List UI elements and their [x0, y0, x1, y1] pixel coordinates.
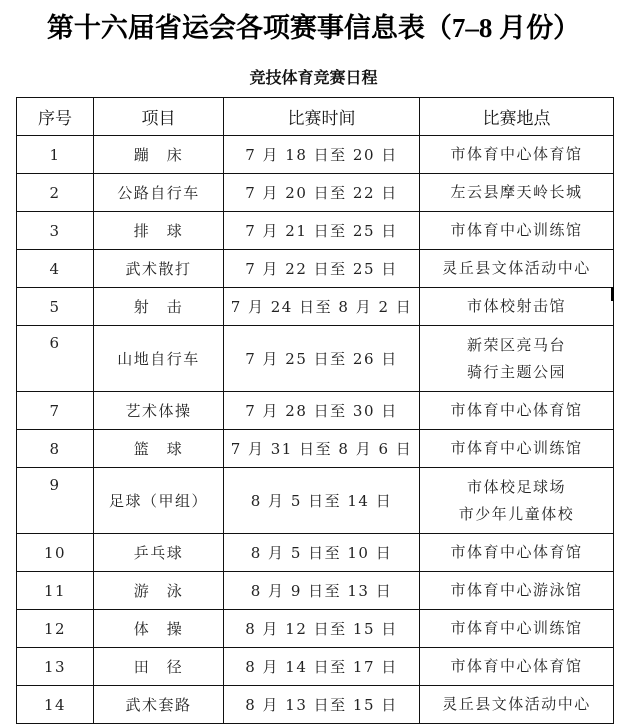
cell-date: 7 月 28 日至 30 日: [224, 392, 420, 430]
venue-line: 市少年儿童体校: [458, 504, 575, 523]
cell-date: 8 月 13 日至 15 日: [224, 686, 420, 724]
competition-schedule-table: [16, 97, 614, 724]
table-row: [17, 288, 614, 326]
venue-line: 市体育中心体育馆: [450, 401, 583, 419]
cell-number: 9: [17, 468, 94, 534]
cell-date: 7 月 24 日至 8 月 2 日: [224, 288, 420, 326]
cell-date: 7 月 25 日至 26 日: [224, 326, 420, 392]
cell-number: 13: [17, 648, 94, 686]
venue-line: 市体育中心训练馆: [450, 619, 583, 637]
venue-line: 市体校射击馆: [466, 297, 566, 315]
cell-venue: [420, 430, 614, 468]
header-venue: 比赛地点: [420, 98, 614, 136]
cell-number: 2: [17, 174, 94, 212]
table-row: [17, 136, 614, 174]
table-body: [17, 136, 614, 724]
table-row: [17, 174, 614, 212]
cell-venue: [420, 392, 614, 430]
cell-event: 山地自行车: [94, 326, 224, 392]
cell-venue: [420, 212, 614, 250]
table-row: [17, 250, 614, 288]
cell-date: 8 月 12 日至 15 日: [224, 610, 420, 648]
cell-venue: [420, 136, 614, 174]
cell-event: 公路自行车: [94, 174, 224, 212]
cell-event: 蹦 床: [94, 136, 224, 174]
cell-number: 1: [17, 136, 94, 174]
cell-event: 游 泳: [94, 572, 224, 610]
cell-venue: [420, 326, 614, 392]
table-row: [17, 392, 614, 430]
schedule-subtitle: 竞技体育竞赛日程: [249, 68, 378, 87]
header-date: 比赛时间: [224, 98, 420, 136]
cell-venue: [420, 572, 614, 610]
cell-date: 7 月 31 日至 8 月 6 日: [224, 430, 420, 468]
cell-number: 5: [17, 288, 94, 326]
cell-date: 7 月 22 日至 25 日: [224, 250, 420, 288]
cell-event: 排 球: [94, 212, 224, 250]
cell-date: 8 月 14 日至 17 日: [224, 648, 420, 686]
cell-number: 6: [17, 326, 94, 392]
cell-venue: [420, 534, 614, 572]
cell-number: 14: [17, 686, 94, 724]
venue-line: 市体校足球场: [466, 477, 566, 496]
cell-event: 武术套路: [94, 686, 224, 724]
text-cursor-mark: [611, 287, 614, 301]
cell-venue: [420, 648, 614, 686]
venue-line: 市体育中心体育馆: [450, 543, 583, 561]
cell-date: 7 月 21 日至 25 日: [224, 212, 420, 250]
table-row: [17, 212, 614, 250]
table-row: [17, 534, 614, 572]
venue-line: 新荣区亮马台: [466, 335, 566, 354]
cell-date: 8 月 5 日至 14 日: [224, 468, 420, 534]
venue-line: 市体育中心体育馆: [450, 657, 583, 675]
venue-line: 市体育中心游泳馆: [450, 581, 583, 599]
venue-line: 灵丘县文体活动中心: [442, 259, 591, 277]
cell-number: 11: [17, 572, 94, 610]
venue-line: 骑行主题公园: [466, 362, 566, 381]
cell-event: 篮 球: [94, 430, 224, 468]
venue-line: 市体育中心训练馆: [450, 439, 583, 457]
cell-event: 艺术体操: [94, 392, 224, 430]
cell-event: 武术散打: [94, 250, 224, 288]
cell-venue: [420, 250, 614, 288]
cell-event: 田 径: [94, 648, 224, 686]
venue-line: 市体育中心体育馆: [450, 145, 583, 163]
table-row: [17, 648, 614, 686]
table-row: [17, 430, 614, 468]
cell-venue: [420, 468, 614, 534]
table-row: [17, 610, 614, 648]
cell-venue: [420, 174, 614, 212]
cell-number: 12: [17, 610, 94, 648]
cell-number: 10: [17, 534, 94, 572]
cell-event: 足球（甲组）: [94, 468, 224, 534]
table-row: [17, 572, 614, 610]
cell-event: 乒乓球: [94, 534, 224, 572]
venue-line: 灵丘县文体活动中心: [442, 695, 591, 713]
cell-number: 4: [17, 250, 94, 288]
cell-date: 7 月 18 日至 20 日: [224, 136, 420, 174]
cell-number: 7: [17, 392, 94, 430]
cell-number: 3: [17, 212, 94, 250]
cell-date: 8 月 9 日至 13 日: [224, 572, 420, 610]
cell-number: 8: [17, 430, 94, 468]
cell-venue: [420, 610, 614, 648]
cell-date: 7 月 20 日至 22 日: [224, 174, 420, 212]
cell-venue: [420, 686, 614, 724]
table-header-row: [17, 98, 614, 136]
venue-line: 左云县摩天岭长城: [450, 183, 583, 201]
cell-date: 8 月 5 日至 10 日: [224, 534, 420, 572]
venue-line: 市体育中心训练馆: [450, 221, 583, 239]
table-row: [17, 686, 614, 724]
cell-event: 体 操: [94, 610, 224, 648]
cell-venue: [420, 288, 614, 326]
page-title: 第十六届省运会各项赛事信息表（7–8 月份）: [46, 13, 581, 43]
table-row: [17, 326, 614, 392]
cell-event: 射 击: [94, 288, 224, 326]
header-event: 项目: [94, 98, 224, 136]
header-number: 序号: [17, 98, 94, 136]
table-row: [17, 468, 614, 534]
